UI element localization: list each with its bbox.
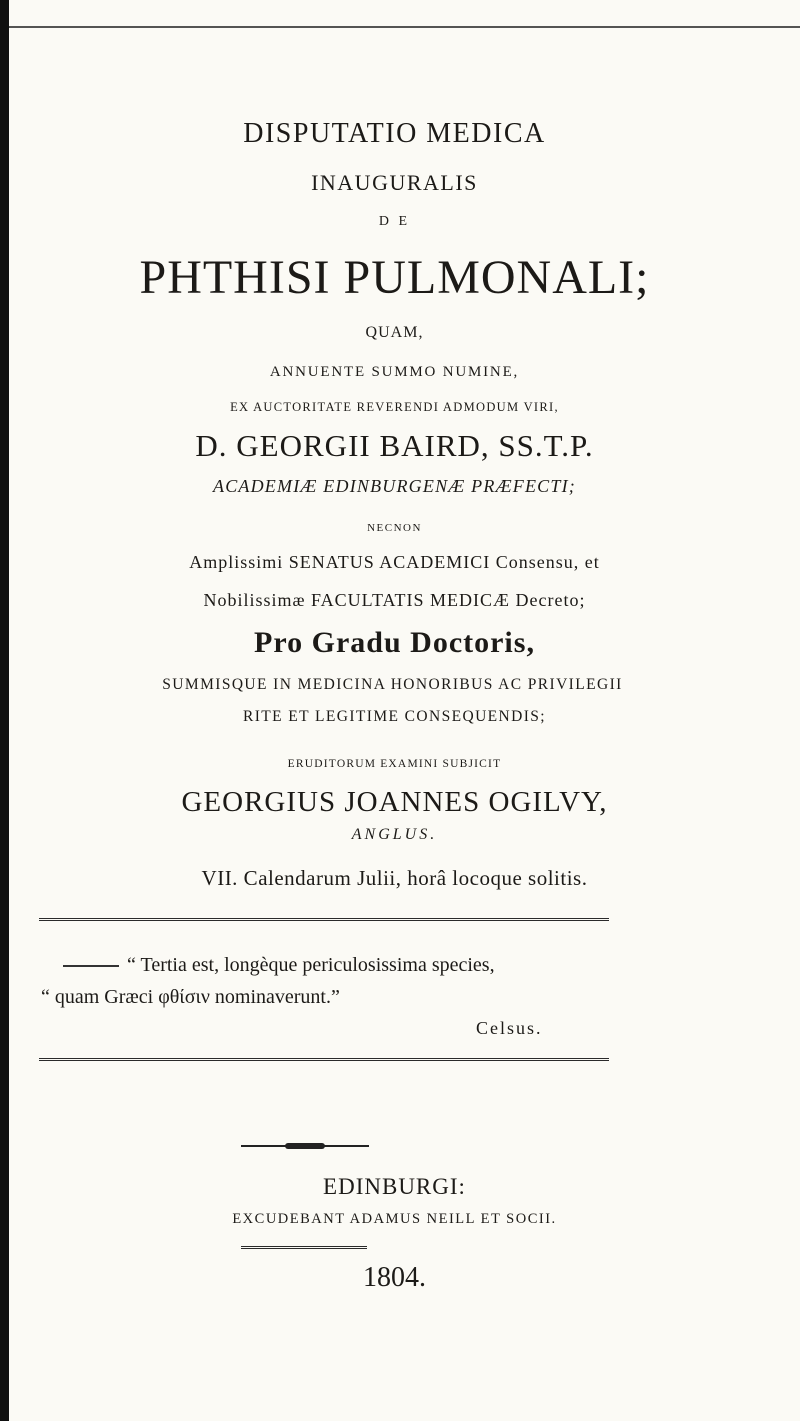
epigraph-text-1: “ Tertia est, longèque periculosissima species,	[127, 954, 495, 976]
book-spine-edge	[0, 0, 9, 1421]
line-quam: QUAM,	[365, 324, 424, 341]
author-nationality: ANGLUS.	[351, 826, 438, 843]
divider-rule-top	[39, 918, 609, 921]
thesis-subject: PHTHISI PULMONALI;	[139, 251, 650, 304]
defense-date: VII. Calendarum Julii, horâ locoque solitis.	[201, 866, 588, 890]
divider-rule-bottom	[39, 1058, 609, 1061]
line-eruditorum: ERUDITORUM EXAMINI SUBJICIT	[287, 758, 502, 770]
title-page	[9, 28, 800, 1421]
line-summisque: SUMMISQUE IN MEDICINA HONORIBUS AC PRIVILEGII	[162, 676, 623, 693]
epigraph-line-2: “ quam Græci φθίσιν nominaverunt.”	[41, 986, 340, 1008]
principal-name: D. GEORGII BAIRD, SS.T.P.	[195, 428, 594, 463]
divider-rule-imprint	[241, 1246, 367, 1249]
imprint-printer: EXCUDEBANT ADAMUS NEILL ET SOCII.	[232, 1211, 557, 1227]
heading-inauguralis: INAUGURALIS	[311, 170, 478, 195]
line-facultatis: Nobilissimæ FACULTATIS MEDICÆ Decreto;	[203, 590, 586, 610]
printers-ornament	[241, 1144, 369, 1148]
line-auctoritate: EX AUCTORITATE REVERENDI ADMODUM VIRI,	[230, 400, 559, 414]
epigraph-attribution: Celsus.	[476, 1018, 543, 1038]
line-necnon: NECNON	[367, 522, 422, 534]
line-senatus: Amplissimi SENATUS ACADEMICI Consensu, et	[189, 552, 600, 572]
heading-disputatio: DISPUTATIO MEDICA	[243, 118, 546, 149]
principal-title: ACADEMIÆ EDINBURGENÆ PRÆFECTI;	[213, 476, 576, 496]
line-rite: RITE ET LEGITIME CONSEQUENDIS;	[242, 708, 547, 725]
epigraph-line-1	[63, 954, 495, 977]
line-annuente: ANNUENTE SUMMO NUMINE,	[269, 364, 520, 380]
degree-line: Pro Gradu Doctoris,	[254, 626, 535, 659]
epigraph-dash	[63, 965, 119, 967]
imprint-city: EDINBURGI:	[323, 1174, 466, 1199]
author-name: GEORGIUS JOANNES OGILVY,	[181, 786, 608, 818]
imprint-year: 1804.	[363, 1262, 426, 1293]
heading-de: D E	[378, 214, 411, 229]
